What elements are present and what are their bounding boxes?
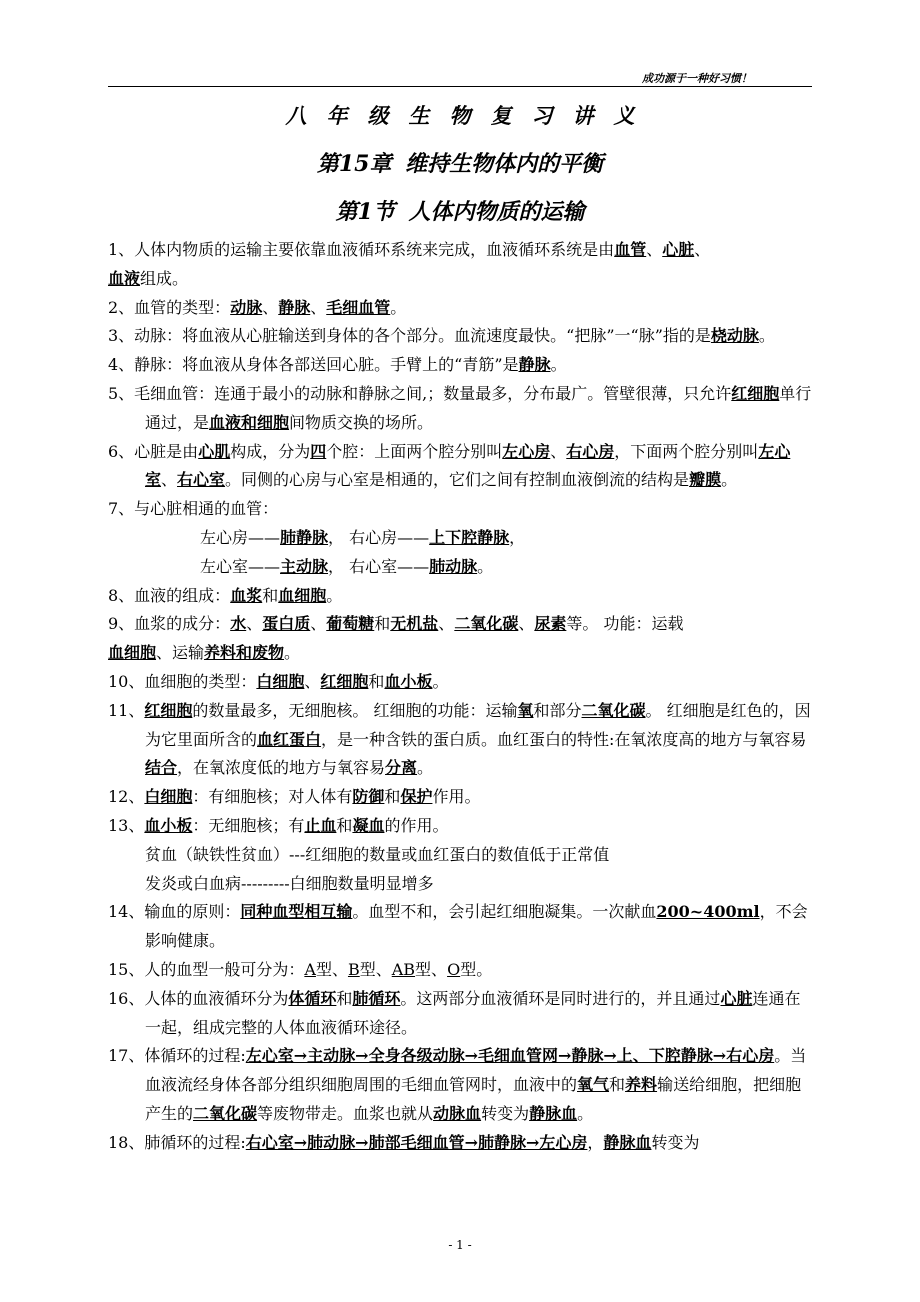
note-text: 。当血液流经身体各部分组织细胞周围的毛细血管网时，血液中的	[145, 1046, 807, 1095]
note-text: 7、与心脏相通的血管：	[108, 499, 279, 519]
note-text: ，	[587, 1132, 604, 1152]
note-text: 、	[310, 297, 327, 317]
note-text: 和	[336, 815, 353, 835]
key-term: 氧气	[577, 1075, 610, 1095]
note-text: 型、	[359, 959, 392, 979]
key-term: 无机盐	[390, 614, 439, 634]
key-term: 桡动脉	[710, 326, 759, 346]
key-term: 血细胞	[108, 643, 157, 663]
key-term: 红细胞	[144, 700, 193, 720]
note-text: 单行通过，是	[145, 383, 812, 432]
note-item-p7a	[108, 524, 814, 553]
note-text: 间物质交换的场所。	[289, 412, 434, 432]
key-term: 白细胞	[144, 787, 193, 807]
key-term: 尿素	[534, 614, 567, 634]
note-text: ，下面两个腔分别叫	[614, 441, 759, 461]
blood-type-label: A	[304, 959, 316, 979]
key-term: 血浆	[230, 585, 263, 605]
key-term: 养料和废物	[204, 643, 285, 663]
note-text: 型、	[315, 959, 348, 979]
notes-body	[108, 236, 814, 1158]
key-term: 二氧化碳	[581, 700, 646, 720]
note-item-p18	[108, 1129, 814, 1158]
note-text: 左心室——	[200, 556, 281, 576]
note-text: 。	[721, 470, 738, 490]
note-text: ：无细胞核；有	[192, 815, 305, 835]
key-term: 心脏	[720, 988, 753, 1008]
note-text: 、	[310, 614, 327, 634]
key-term: 红细胞	[731, 383, 780, 403]
note-item-p7	[108, 495, 814, 524]
note-item-p13	[108, 812, 814, 841]
key-term: 分离	[385, 758, 418, 778]
note-text: 等。 功能：运载	[566, 614, 684, 634]
note-text: 。	[477, 556, 494, 576]
note-text: 。	[758, 326, 775, 346]
blood-type-label: AB	[391, 959, 416, 979]
key-term: 蛋白质	[262, 614, 311, 634]
note-item-p2	[108, 294, 814, 323]
key-term: 凝血	[352, 815, 385, 835]
page-number: - 1 -	[448, 1238, 472, 1252]
key-term: 血小板	[384, 671, 433, 691]
key-term: 静脉血	[529, 1103, 578, 1123]
note-text: ， 右心室——	[328, 556, 430, 576]
key-term: 血液	[108, 268, 141, 288]
key-term: 保护	[400, 787, 433, 807]
note-text: 11、	[108, 700, 145, 720]
note-text: 、	[694, 240, 711, 259]
note-text: 17、体循环的过程:	[108, 1046, 246, 1066]
key-term: 白细胞	[256, 671, 305, 691]
note-text: 型、	[415, 959, 448, 979]
key-term: 肺动脉	[429, 556, 478, 576]
note-item-p13a	[108, 841, 814, 870]
note-text: 。同侧的心房与心室是相通的，它们之间有控制血液倒流的结构是	[225, 470, 690, 490]
key-term: 静脉血	[603, 1132, 652, 1152]
note-text: 。血型不和，会引起红细胞凝集。一次献血	[352, 902, 657, 922]
note-item-p10	[108, 668, 814, 697]
key-term: 二氧化碳	[193, 1103, 258, 1123]
note-text: 的数量最多，无细胞核。 红细胞的功能：运输	[192, 700, 518, 720]
key-term: 静脉	[278, 297, 311, 317]
key-term: 水	[230, 614, 247, 634]
key-term: 主动脉	[280, 556, 329, 576]
note-text: 输送给细胞，把细胞产生的	[145, 1075, 802, 1123]
note-item-p16	[108, 985, 814, 1043]
note-text: ， 右心房——	[328, 527, 430, 547]
note-text: 和	[262, 585, 279, 605]
note-text: 转变为	[481, 1103, 530, 1123]
note-text: 连通在一起，组成完整的人体血液循环途径。	[145, 988, 801, 1037]
key-term: 毛细血管	[326, 297, 391, 317]
note-text: 13、	[108, 815, 145, 835]
key-term: 止血	[304, 815, 337, 835]
note-text: 构成，分为	[230, 441, 311, 461]
note-text: 10、血细胞的类型：	[108, 671, 257, 691]
note-text: 和	[374, 614, 391, 634]
header-rule	[108, 86, 812, 87]
note-item-p17	[108, 1042, 814, 1128]
key-term: 结合	[145, 758, 178, 778]
key-term: 肺循环	[352, 988, 401, 1008]
note-item-p3	[108, 322, 814, 351]
key-term: 血管	[614, 240, 647, 259]
note-item-p1	[108, 236, 814, 265]
note-text: 14、输血的原则：	[108, 902, 241, 922]
note-text: 、	[518, 614, 535, 634]
note-text: 。	[326, 585, 343, 605]
key-term: 静脉	[518, 355, 551, 375]
key-term: 氧	[517, 700, 534, 720]
key-term: 上下腔静脉	[429, 527, 510, 547]
key-term: 体循环	[288, 988, 337, 1008]
note-item-p1b	[108, 265, 814, 294]
note-text: 。 红细胞是红色的，因为它里面所含的	[145, 700, 811, 749]
note-text: 、	[262, 297, 279, 317]
key-term: 四	[310, 441, 327, 461]
key-term: 右心室→肺动脉→肺部毛细血管→肺静脉→左心房	[245, 1132, 588, 1152]
note-text: 12、	[108, 787, 145, 807]
note-text: 转变为	[651, 1132, 700, 1152]
note-text: 15、人的血型一般可分为：	[108, 959, 305, 979]
note-item-p15	[108, 956, 814, 985]
key-term: 防御	[352, 787, 385, 807]
note-text: 6、心脏是由	[108, 441, 199, 461]
note-text: 。这两部分血液循环是同时进行的，并且通过	[400, 988, 721, 1008]
key-term: 动脉	[230, 297, 263, 317]
note-text: 贫血（缺铁性贫血）---红细胞的数量或血红蛋白的数值低于正常值	[145, 844, 610, 864]
note-text: 左心房——	[200, 527, 281, 547]
note-text: 型。	[460, 959, 493, 979]
note-text: 、	[246, 614, 263, 634]
key-term: 右心房	[566, 441, 615, 461]
blood-type-label: B	[347, 959, 360, 979]
key-term: 血红蛋白	[257, 729, 322, 749]
key-term: 血小板	[144, 815, 193, 835]
note-text: 18、肺循环的过程:	[108, 1132, 246, 1152]
note-text: 、	[161, 470, 178, 490]
note-text: 发炎或白血病---------白细胞数量明显增多	[145, 873, 434, 893]
note-text: 4、静脉：将血液从身体各部送回心脏。手臂上的“青筋”是	[108, 355, 519, 375]
note-text: 和	[336, 988, 353, 1008]
note-text: 3、动脉：将血液从心脏输送到身体的各个部分。血流速度最快。“把脉”一“脉”指的是	[108, 326, 711, 346]
key-term: 同种血型相互输	[240, 902, 353, 922]
note-text: 1、人体内物质的运输主要依靠血液循环系统来完成，血液循环系统是由	[108, 240, 615, 259]
note-item-p4	[108, 351, 814, 380]
note-text: 。	[417, 758, 434, 778]
note-text: 和部分	[533, 700, 582, 720]
note-item-p11	[108, 697, 814, 783]
key-term: 右心室	[177, 470, 226, 490]
key-term: 养料	[625, 1075, 658, 1095]
note-text: 个腔：上面两个腔分别叫	[326, 441, 503, 461]
note-item-p5	[108, 380, 814, 438]
note-text: ：有细胞核；对人体有	[192, 787, 353, 807]
note-text: 。	[432, 671, 449, 691]
document-title: 八年级生物复习讲义	[285, 103, 655, 128]
key-term: 200~400ml	[656, 902, 760, 922]
note-item-p14	[108, 898, 814, 956]
key-term: 二氧化碳	[454, 614, 519, 634]
note-text: ，	[509, 527, 526, 547]
note-text: 9、血浆的成分：	[108, 614, 231, 634]
note-text: 的作用。	[384, 815, 449, 835]
note-text: ，在氧浓度低的地方与氧容易	[177, 758, 386, 778]
note-text: 。	[577, 1103, 594, 1123]
note-text: 5、毛细血管：连通于最小的动脉和静脉之间,；数量最多，分布最广。管壁很薄，只允许	[108, 383, 732, 403]
note-text: 和	[368, 671, 385, 691]
blood-type-label: O	[447, 959, 461, 979]
section-title: 第1节 人体内物质的运输	[335, 199, 585, 225]
note-item-p7b	[108, 553, 814, 582]
note-item-p8	[108, 582, 814, 611]
key-term: 左心房	[502, 441, 551, 461]
note-text: 、运输	[156, 643, 205, 663]
note-item-p13b	[108, 870, 814, 899]
note-text: 。	[550, 355, 567, 375]
note-text: 。	[284, 643, 301, 663]
note-text: 、	[550, 441, 567, 461]
key-term: 血液和细胞	[209, 412, 290, 432]
key-term: 瓣膜	[689, 470, 722, 490]
chapter-title: 第15章 维持生物体内的平衡	[316, 151, 604, 177]
key-term: 红细胞	[320, 671, 369, 691]
note-text: ，不会影响健康。	[145, 902, 808, 951]
note-item-p6	[108, 438, 814, 496]
note-text: ，是一种含铁的蛋白质。血红蛋白的特性:在氧浓度高的地方与氧容易	[321, 729, 807, 749]
note-text: 、	[646, 240, 663, 259]
key-term: 左心室	[145, 441, 791, 490]
key-term: 血细胞	[278, 585, 327, 605]
note-text: 。	[390, 297, 407, 317]
key-term: 葡萄糖	[326, 614, 375, 634]
note-item-p9b	[108, 639, 814, 668]
note-text: 和	[609, 1075, 626, 1095]
note-item-p12	[108, 783, 814, 812]
note-text: 、	[304, 671, 321, 691]
note-text: 、	[438, 614, 455, 634]
note-text: 组成。	[140, 268, 189, 288]
note-text: 16、人体的血液循环分为	[108, 988, 289, 1008]
key-term: 心脏	[662, 240, 695, 259]
key-term: 左心室→主动脉→全身各级动脉→毛细血管网→静脉→上、下腔静脉→右心房	[245, 1046, 775, 1066]
note-item-p9	[108, 610, 814, 639]
note-text: 2、血管的类型：	[108, 297, 231, 317]
key-term: 动脉血	[433, 1103, 482, 1123]
key-term: 肺静脉	[280, 527, 329, 547]
note-text: 8、血液的组成：	[108, 585, 231, 605]
header-motto: 成功源于一种好习惯！	[642, 72, 752, 85]
note-text: 和	[384, 787, 401, 807]
key-term: 心肌	[198, 441, 231, 461]
note-text: 等废物带走。血浆也就从	[257, 1103, 434, 1123]
note-text: 作用。	[432, 787, 481, 807]
